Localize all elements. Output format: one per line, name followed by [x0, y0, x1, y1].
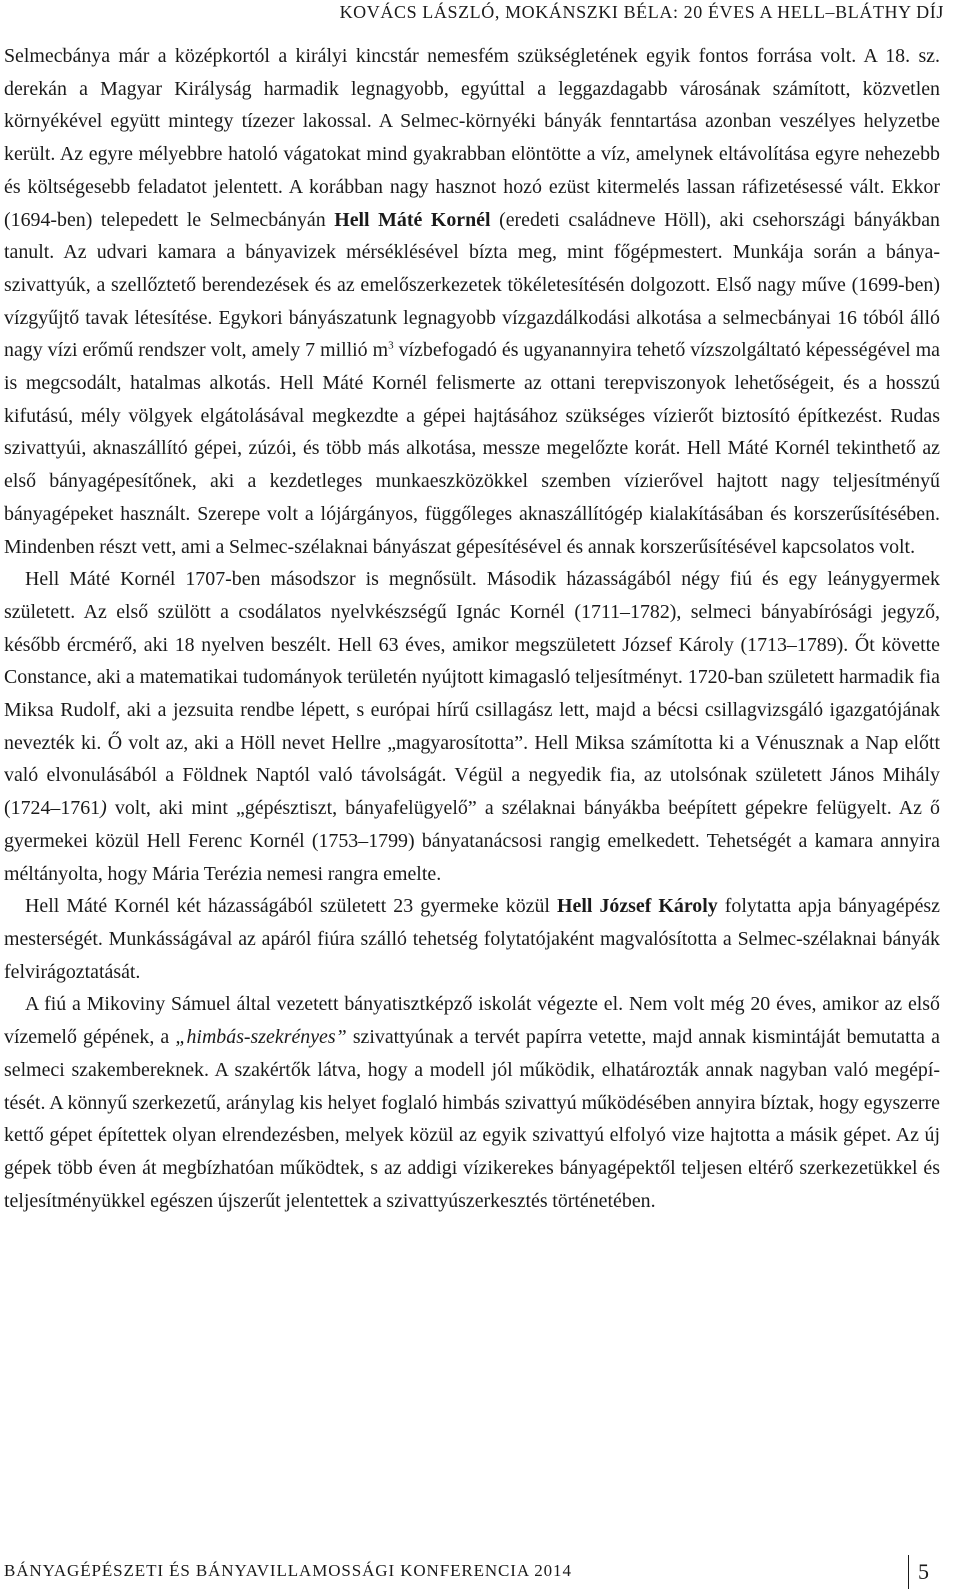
- paragraph-1: [4, 40, 940, 563]
- paragraph-1-name-bold: Hell Máté Kornél: [334, 208, 491, 231]
- paragraph-2-italic-paren: ): [100, 797, 107, 820]
- paragraph-3-text-a: Hell Máté Kornél két házasságából született 23 gyermeke közül: [25, 895, 558, 918]
- footer-divider: [908, 1555, 909, 1589]
- paragraph-4: [4, 988, 940, 1217]
- paragraph-1-text-a: Selmecbánya már a középkortól a királyi kincstár nemesfém szükségletének egyik fontos forrása volt. A 18. sz. derekán a Magyar Királyság harmadik legnagyobb, egyúttal a leggazdagabb városának számított, közvetlen környékével együtt mintegy tízezer lakossal. A Selmec-környéki bányák fenntartása azonban veszélyes helyzetbe került. Az egyre mélyebbre hatoló vágatokat mind gyakrabban elöntötte a víz, amelynek eltávolítása egyre nehezebb és költségesebb feladatot jelentett. A korábban nagy hasznot hozó ezüst kitermelés lassan ráfizetésessé vált. Ekkor (1694-ben) telepedett le Selmecbányán: [4, 45, 940, 231]
- page-number: 5: [918, 1559, 929, 1584]
- paragraph-2: [4, 563, 940, 890]
- paragraph-3-name-bold: Hell József Károly: [557, 895, 718, 918]
- page-footer: [4, 1555, 940, 1589]
- paragraph-4-italic-term: „himbás-szekrényes”: [175, 1026, 347, 1049]
- paragraph-1-text-c: vízbefogadó és ugyanannyira tehető vízszolgáltató képességével ma is megcsodált, hatalmas alkotás. Hell Máté Kornél felismerte az ottani terepviszonyok lehetőségeit, és a hosszú kifutású, mély völgyek elgátolásával megkezdte a gépei hajtásához szükséges vízierőt biztosító építkezést. Rudas szivattyúi, aknaszállító gépei, zúzói, és több más alkotása, messze megelőzte korát. Hell Máté Kornél tekinthető az első bányagépesítőnek, aki a kezdetleges munkaeszközökkel szemben vízierővel hajtott nagy teljesítményű bányagépeket használt. Szerepe volt a lójárgányos, függőleges aknaszállítógép kialakításában és korszerűsítésében. Mindenben részt vett, ami a Selmec-szélaknai bányászat gépesítésével és annak korszerűsítésével kapcsolatos volt.: [4, 339, 940, 558]
- running-header: KOVÁCS LÁSZLÓ, MOKÁNSZKI BÉLA: 20 ÉVES A HELL–BLÁTHY DÍJ: [339, 2, 944, 22]
- paragraph-3-text-b: folytatta apja bányagépész mesterségét. Munkásságával az apáról fiúra szálló tehetség folytatójaként magvalósította a Selmec-szélaknai bányák felvirágoztatását.: [4, 895, 940, 983]
- paragraph-2-text-b: volt, aki mint „gépésztiszt, bányafelügyelő” a szélaknai bányákba beépített gépekre felügyelt. Az ő gyermekei közül Hell Ferenc Kornél (1753–1799) bányatanácsosi rangig emelkedett. Tehetségét a kamara annyira méltányolta, hogy Mária Terézia nemesi rangra emelte.: [4, 797, 940, 885]
- footer-conference-title: BÁNYAGÉPÉSZETI ÉS BÁNYAVILLAMOSSÁGI KONFERENCIA 2014: [4, 1561, 572, 1580]
- article-body: [4, 40, 940, 1217]
- paragraph-4-text-b: szivattyúnak a tervét papírra vetette, majd annak kismintáját bemutatta a selmeci szakembereknek. A szakértők látva, hogy a modell jól működik, elhatározták annak nagyban való megépítését. A könnyű szerkezetű, aránylag kis helyet foglaló himbás szivattyú működésében annyira bíztak, hogy egyszerre kettő gépet építettek olyan elrendezésben, melyek közül az egyik szivattyú elfolyó vize hajtotta a másik gépet. Az új gépek több éven át megbízhatóan működtek, s az addigi vízikerekes bányagépektől teljesen eltérő szerkezetükkel és teljesítményükkel egészen újszerűt jelentettek a szivattyúszerkesztés történetében.: [4, 1026, 940, 1212]
- paragraph-3: [4, 890, 940, 988]
- paragraph-1-text-b: (eredeti családneve Höll), aki csehországi bányákban tanult. Az udvari kamara a bányavizek mérséklésével bízta meg, mint főgépmestert. Munkája során a bányaszivattyúk, a szellőztető berendezések és az emelőszerkezetek tökéletesítésén dolgozott. Első nagy műve (1699-ben) vízgyűjtő tavak létesítése. Egykori bányászatunk legnagyobb vízgazdálkodási alkotása a selmecbányai 16 tóból álló nagy vízi erőmű rendszer volt, amely 7 millió m: [4, 208, 941, 362]
- paragraph-2-text-a: Hell Máté Kornél 1707-ben másodszor is megnősült. Második házasságából négy fiú és egy leánygyermek született. Az első szülött a csodálatos nyelvkészségű Ignác Kornél (1711–1782), selmeci bányabírósági jegyző, később ércmérő, aki 18 nyelven beszélt. Hell 63 éves, amikor megszületett József Károly (1713–1789). Őt követte Constance, aki a matematikai tudományok területén nyújtott kimagasló teljesítményt. 1720-ban született harmadik fia Miksa Rudolf, aki a jezsuita rendbe lépett, s európai hírű csillagász lett, majd a bécsi csillagvizsgáló igazgatójának nevezték ki. Ő volt az, aki a Höll nevet Hellre „magyarosította”. Hell Miksa számította ki a Vénusznak a Nap előtt való elvonulásából a Földnek Naptól való távolságát. Végül a negyedik fia, az utolsónak született János Mihály (1724–1761: [4, 568, 940, 820]
- paragraph-1-superscript: 3: [388, 339, 394, 352]
- paragraph-4-text-a: A fiú a Mikoviny Sámuel által vezetett bányatisztképző iskolát végezte el. Nem volt még 20 éves, amikor az első vízemelő gépének, a: [4, 993, 940, 1049]
